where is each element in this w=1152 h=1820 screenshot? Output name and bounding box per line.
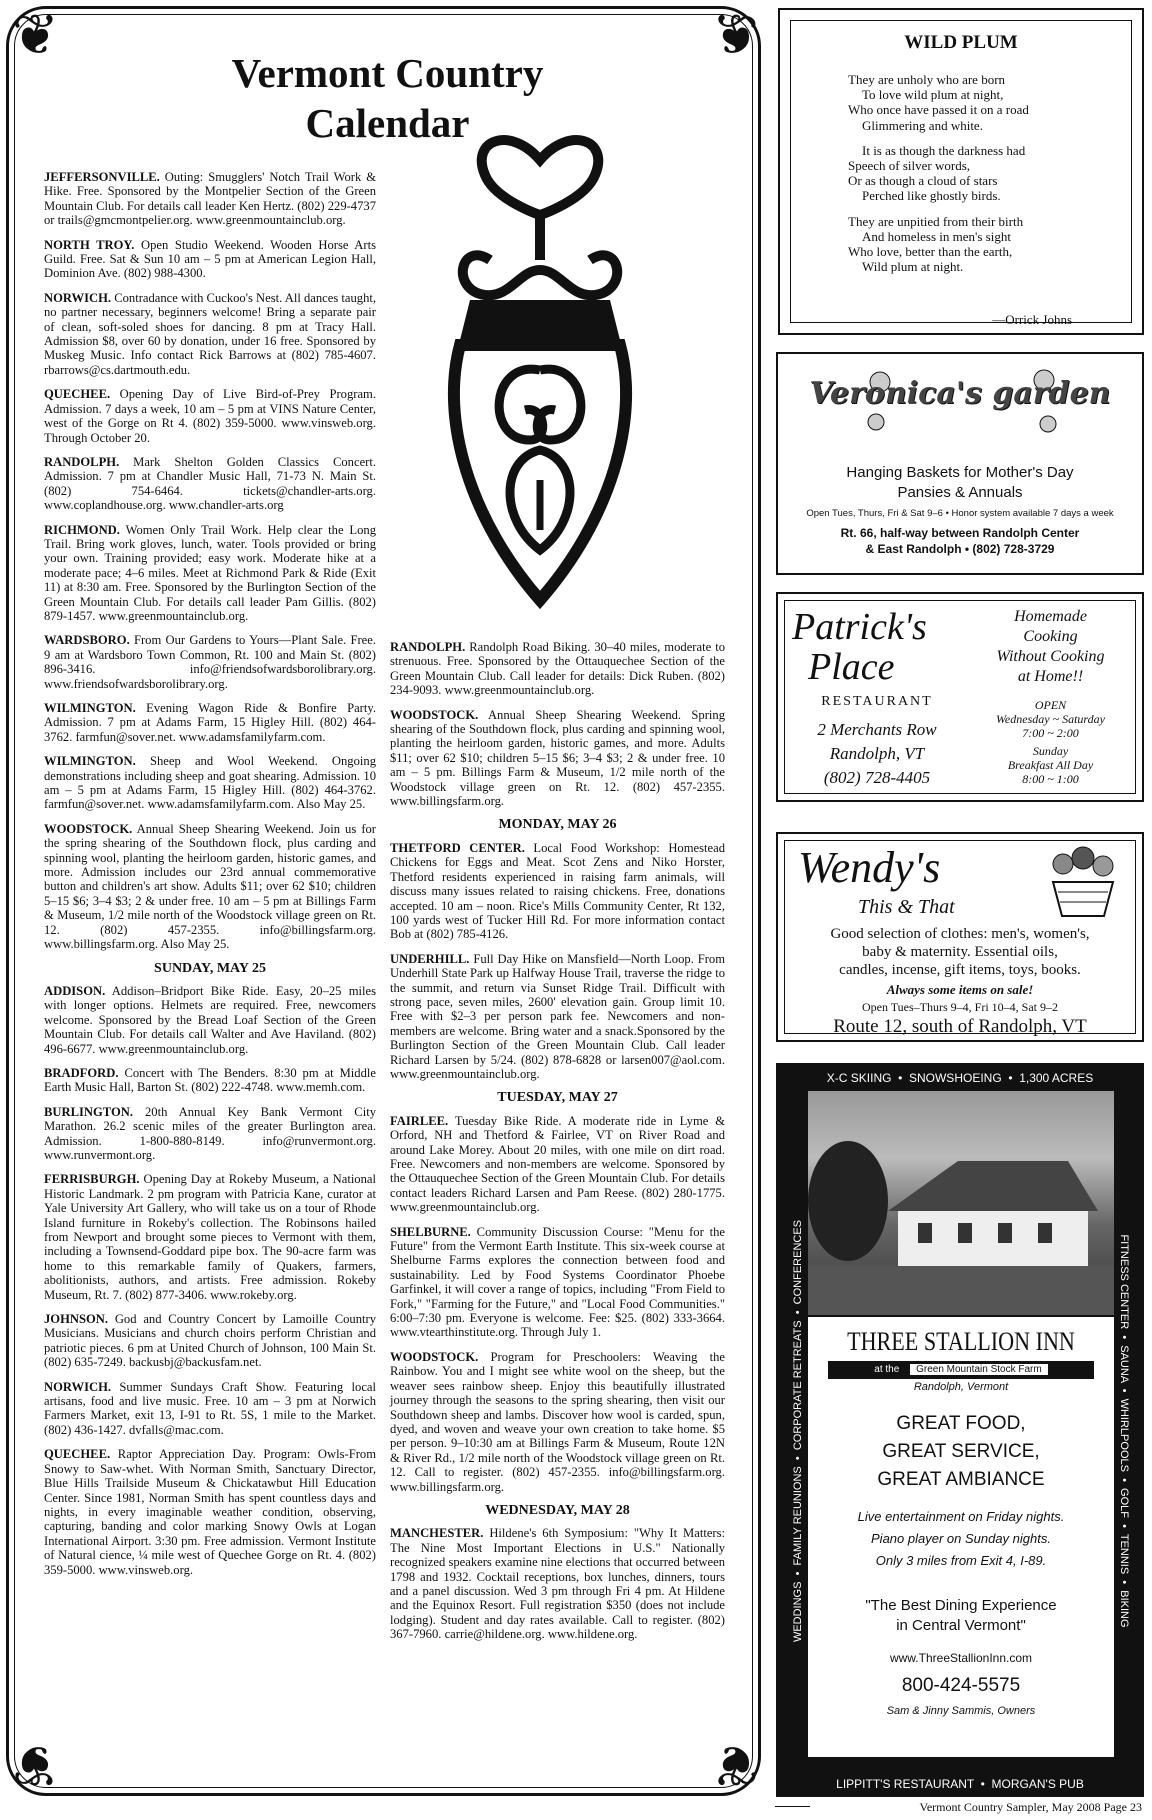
event-entry — [44, 238, 376, 281]
inn-quote: "The Best Dining Experience — [865, 1597, 1057, 1614]
poem-line: They are unpitied from their birth — [848, 213, 1024, 229]
inn-entertainment: Live entertainment on Friday nights. — [857, 1509, 1065, 1524]
event-place: WOODSTOCK. — [390, 1349, 479, 1364]
event-text: Opening Day of Live Bird-of-Prey Program. Admission. 7 days a week, 10 am – 5 pm at VINS Nature Center, west of the Gorge on Rt 4. (802) 359-5000. www.vinsweb.org. Through October 20. — [44, 387, 376, 445]
event-place: SHELBURNE. — [390, 1224, 471, 1239]
event-entry — [390, 1526, 725, 1641]
inn-photo — [808, 1091, 1114, 1315]
event-place: WOODSTOCK. — [44, 821, 133, 836]
event-place: JEFFERSONVILLE. — [44, 170, 160, 184]
event-text: Summer Sundays Craft Show. Featuring local artisans, food and live music. Free. 10 am – 3 pm at Norwich Farmers Market, exit 13, I-91 to Rt. 5S, 1 mile to the Market. (802) 436-1427. dvfalls@mac.com. — [44, 1379, 376, 1437]
inn-owners: Sam & Jinny Sammis, Owners — [886, 1705, 1036, 1717]
tagline: Homemade — [1014, 608, 1087, 625]
footer-rule — [775, 1806, 810, 1807]
flower-basket-icon — [1038, 844, 1128, 924]
poem-line: Who once have passed it on a road — [848, 102, 1029, 118]
event-text: Program for Preschoolers: Weaving the Rainbow. You and I might see white wool on the sheep, but the weaver sees rainbow sheep. Enjoy this beautifully illustrated journey through the seasons to the spring shearing, then visit our Southdown sheep and lambs. Discover how wool is carded, spun, dyed, and woven and weave your own creation to take home. $5 per person. 9–10:30 am at Billings Farm & Museum, Route 12N & River Rd., 1/2 mile north of the Woodstock village green on Rt. 12. Call to register. (802) 457-2355. info@billingsfarm.org. www.billingsfarm.org. — [390, 1349, 725, 1494]
event-entry — [390, 1114, 725, 1215]
event-entry — [390, 1350, 725, 1494]
ad-address: & East Randolph • (802) 728-3729 — [865, 542, 1055, 556]
event-text: Full Day Hike on Mansfield—North Loop. From Underhill State Park up Halfway House Trail, traverse the ridge to the summit, and return via Sunset Ridge Trail. Difficult with strong pace, seven miles, 2600' elevation gain. Group limit 10. Free with $2–3 per person park fee. Newcomers and non-members are welcome. Bring water and a snack.Sponsored by the Burlington Section of the Green Mountain Club. Call leader Richard Larsen by 5/24. (802) 878-6828 or larsen007@aol.com. www.greenmountainclub.org. — [390, 951, 725, 1081]
shop-name: Wendy's — [798, 843, 941, 892]
event-entry — [44, 701, 376, 744]
stanza-break — [848, 204, 1029, 214]
wendys-ad — [776, 832, 1144, 1042]
event-place: ADDISON. — [44, 983, 106, 998]
inn-town: Randolph, Vermont — [913, 1381, 1009, 1393]
inn-farm-bar — [828, 1361, 1094, 1379]
event-entry — [390, 708, 725, 809]
shop-subtitle: This & That — [858, 896, 955, 918]
poem-line: Who love, better than the earth, — [848, 244, 1013, 260]
event-entry — [44, 1172, 376, 1302]
event-place: RANDOLPH. — [390, 640, 466, 654]
event-entry — [44, 387, 376, 445]
event-place: MANCHESTER. — [390, 1526, 484, 1541]
event-place: RANDOLPH. — [44, 454, 120, 469]
corner-ornament-icon: ❦ — [12, 1733, 59, 1795]
day-heading: TUESDAY, MAY 27 — [497, 1090, 618, 1106]
event-text: Sheep and Wool Weekend. Ongoing demonstrations including sheep and goat shearing. Admission. 10 am – 5 pm at Adams Farm, 15 Higley Hill. (802) 464-3762. farmfun@sover.net. www.adamsfamilyfarm.com. Also May 25. — [44, 754, 376, 812]
patricks-place-ad — [776, 592, 1144, 802]
event-place: JOHNSON. — [44, 1312, 109, 1327]
poem-line: It is as though the darkness had — [862, 142, 1026, 158]
event-place: FERRISBURGH. — [44, 1172, 140, 1187]
event-place: QUECHEE. — [44, 1447, 111, 1462]
ad-hours: Open Tues, Thurs, Fri & Sat 9–6 • Honor system available 7 days a week — [806, 508, 1114, 519]
poem-line: To love wild plum at night, — [862, 87, 1004, 103]
event-place: WARDSBORO. — [44, 633, 130, 648]
event-text: Hildene's 6th Symposium: "Why It Matters: The Nine Most Important Elections in U.S." Nationally recognized speakers examine nine elections that occurred between 1798 and 1932. Cocktail receptions, box lunches, dinners, tours and a panel discussion. Wed 3 pm through Fri 4 pm. At Hildene and the Equinox Resort. Full registration $350 (does not include lodging). Student and day rates available. Call to register. (802) 367-7960. carrie@hildene.org. www.hildene.org. — [390, 1526, 725, 1642]
ad-line: Good selection of clothes: men's, women's, — [830, 926, 1090, 942]
event-entry — [44, 291, 376, 377]
event-text: Local Food Workshop: Homestead Chickens for Eggs and Meat. Scot Zens and Niko Horster, Thetford residents experienced in raising farm animals, will discuss many issues related to raising chickens. Free, donations accepted. 10 am – noon. Rice's Mills Community Center, Rt 132, 100 yards west of Tucker Hill Rd. For more information contact Bob at (802) 785-4126. — [390, 840, 725, 942]
veronica-logo: Veronica's garden — [809, 376, 1111, 411]
ad-address: Rt. 66, half-way between Randolph Center — [840, 526, 1080, 540]
event-place: NORWICH. — [44, 290, 112, 305]
restaurant-address: Randolph, VT — [829, 744, 925, 763]
event-text: Addison–Bridport Bike Ride. Easy, 20–25 miles with longer options. Helmets are required. Free, newcomers welcome. Sponsored by the Bread Loaf Section of the Green Mountain Club. For details call Walter and Ave Haviland. (802) 496-6677. www.greenmountainclub.org. — [44, 983, 376, 1056]
restaurant-name: Patrick's — [792, 606, 927, 648]
event-place: WOODSTOCK. — [390, 707, 479, 722]
corner-ornament-icon: ❦ — [12, 5, 59, 67]
inn-website: www.ThreeStallionInn.com — [889, 1651, 1033, 1665]
event-entry — [390, 640, 725, 698]
poem-line: Perched like ghostly birds. — [862, 188, 1001, 204]
event-text: Mark Shelton Golden Classics Concert. Admission. 7 pm at Chandler Music Hall, 71-73 N. Main St. (802) 754-6464. tickets@chandler-arts.org. www.coplandhouse.org. www.chandler-arts.org — [44, 454, 376, 513]
tagline: Cooking — [1023, 628, 1078, 645]
event-place: RICHMOND. — [44, 522, 120, 537]
calendar-column-2 — [390, 640, 725, 1652]
event-text: Annual Sheep Shearing Weekend. Join us for the spring shearing of the Southdown flock, plus carding and spinning wool, planting the heirloom garden, historic games, and more. Admission includes our 23rd annual commemorative button and children's art show. Adults $11; over 62 $10; children 5–15 $6; 3–4 $3; 2 & under free. 10 am – 5 pm at Billings Farm & Museum, 1/2 mile north of the Woodstock village green on Rt. 12. (802) 457-2355. info@billingsfarm.org. www.billingsfarm.org. Also May 25. — [44, 821, 376, 952]
event-place: NORTH TROY. — [44, 237, 135, 252]
inn-top-banner: X-C SKIING • SNOWSHOEING • 1,300 ACRES — [826, 1071, 1094, 1085]
event-text: Randolph Road Biking. 30–40 miles, moderate to strenuous. Free. Sponsored by the Ottauquechee Section of the Green Mountain Club. Call leader for details: Dick Ruben. (802) 234-9093. www.greenmountainclub.org. — [390, 640, 725, 698]
restaurant-name: Place — [808, 646, 895, 688]
poem-title: WILD PLUM — [904, 32, 1018, 53]
inn-entertainment: Only 3 miles from Exit 4, I-89. — [875, 1553, 1047, 1568]
tagline: Without Cooking — [996, 648, 1105, 665]
ad-line: baby & maternity. Essential oils, — [862, 944, 1058, 960]
sunday-label: Sunday — [1032, 744, 1069, 758]
day-heading: WEDNESDAY, MAY 28 — [485, 1502, 630, 1518]
event-text: Women Only Trail Work. Help clear the Long Trail. Bring work gloves, lunch, water. Tools provided or bring your own. Training provided; easy work. Moderate hike at a moderate pace; 4–6 miles. Meet at Richmond Park & Ride (Exit 11) at 8:30 am. Free. Sponsored by the Burlington Section of the Green Mountain Club. For details call leader Pam Gillis. (802) 879-1457. www.greenmountainclub.org. — [44, 522, 376, 623]
inn-tagline: GREAT FOOD, — [896, 1413, 1026, 1434]
ad-sale: Always some items on sale! — [886, 982, 1034, 997]
three-stallion-inn-ad — [776, 1063, 1144, 1797]
event-text: Open Studio Weekend. Wooden Horse Arts Guild. Free. Sat & Sun 10 am – 5 pm at American Legion Hall, Dominion Ave. (802) 988-4300. — [44, 237, 376, 281]
poem-line: Or as though a cloud of stars — [848, 173, 998, 189]
ad-route: Route 12, south of Randolph, VT — [833, 1016, 1087, 1037]
event-place: WILMINGTON. — [44, 701, 136, 715]
event-place: THETFORD CENTER. — [390, 840, 525, 855]
event-place: BURLINGTON. — [44, 1104, 133, 1119]
poem-box — [778, 8, 1144, 335]
event-text: God and Country Concert by Lamoille Country Musicians. Musicians and church choirs perform Christian and patriotic pieces. 6 pm at United Church of Johnson, 100 Main St. (802) 635-7249. backusbj@backusfam.net. — [44, 1312, 376, 1370]
inn-farm: Green Mountain Stock Farm — [910, 1364, 1048, 1375]
ad-line: Pansies & Annuals — [897, 484, 1023, 501]
event-entry — [44, 523, 376, 624]
open-label: OPEN — [1034, 698, 1067, 712]
event-place: BRADFORD. — [44, 1065, 119, 1080]
corner-ornament-icon: ❦ — [712, 5, 759, 67]
inn-quote: in Central Vermont" — [896, 1617, 1026, 1634]
event-entry — [44, 822, 376, 952]
poem-lines — [848, 72, 1029, 274]
poem-line: Speech of silver words, — [848, 158, 971, 174]
poem-line: They are unholy who are born — [848, 72, 1006, 87]
event-entry — [44, 1066, 376, 1095]
event-place: FAIRLEE. — [390, 1113, 449, 1128]
event-text: Annual Sheep Shearing Weekend. Spring shearing of the Southdown flock, plus carding and spinning wool, planting the heirloom garden, historic games, and more. Adults $11; over 62 $10; children 5–15 $6; 3–4 $3; 2 & under free. 10 am – 5 pm. Billings Farm & Museum, 1/2 mile north of the Woodstock village green on Rt. 12. (802) 457-2355. www.billingsfarm.org. — [390, 707, 725, 809]
ad-line: candles, incense, gift items, toys, books. — [839, 962, 1081, 978]
event-text: Evening Wagon Ride & Bonfire Party. Admission. 7 pm at Adams Farm, 15 Higley Hill. (802) 464-3762. farmfun@sover.net. www.adamsfamilyfarm.com. — [44, 701, 376, 744]
poem-line: And homeless in men's sight — [862, 228, 1011, 244]
day-heading: SUNDAY, MAY 25 — [154, 960, 266, 976]
inn-info-panel — [808, 1317, 1114, 1757]
event-entry — [390, 841, 725, 942]
poem-line: Wild plum at night. — [862, 259, 964, 275]
event-text: Raptor Appreciation Day. Program: Owls-From Snowy to Saw-whet. With Norman Smith, Sanctuary Director, Blue Hills Trailside Museum & Chickatawbut Hill Education Center. Since 1981, Norman Smith has spent countless days and nights, in every imaginable weather condition, observing, capturing, banding and color marking Snowy Owls at Logan International Airport. 3:30 pm. Free admission. Vermont Institute of Natural cience, ¼ mile west of Quechee Gorge on Rt. 4. (802) 359-5000. www.vinsweb.org. — [44, 1447, 376, 1577]
event-place: UNDERHILL. — [390, 951, 470, 966]
page-footer: Vermont Country Sampler, May 2008 Page 23 — [919, 1800, 1142, 1814]
restaurant-phone: (802) 728-4405 — [823, 768, 931, 787]
event-text: From Our Gardens to Yours—Plant Sale. Free. 9 am at Wardsboro Town Common, Rt. 100 and Main St. (802) 896-3416. info@friendsofwardsborolibrary.org. www.friendsofwardsborolibrary.org. — [44, 633, 376, 691]
poem-line: Glimmering and white. — [862, 117, 983, 133]
page-title: Vermont Country Calendar — [231, 50, 544, 146]
breakfast-label: Breakfast All Day — [1007, 758, 1094, 772]
ad-line: Hanging Baskets for Mother's Day — [846, 464, 1074, 481]
event-place: WILMINGTON. — [44, 754, 136, 769]
tagline: at Home!! — [1017, 668, 1084, 685]
inn-tagline: GREAT AMBIANCE — [877, 1469, 1045, 1490]
event-entry — [44, 170, 376, 228]
inn-building-icon — [808, 1091, 1114, 1315]
stanza-break — [848, 133, 1029, 143]
inn-right-banner: FITNESS CENTER • SAUNA • WHIRLPOOLS • GOLF • TENNIS • BIKING — [1118, 1234, 1130, 1628]
ad-hours: Open Tues–Thurs 9–4, Fri 10–4, Sat 9–2 — [861, 1000, 1058, 1014]
day-heading: MONDAY, MAY 26 — [498, 817, 617, 833]
event-entry — [44, 1312, 376, 1370]
inn-entertainment: Piano player on Sunday nights. — [871, 1531, 1051, 1546]
event-entry — [390, 1225, 725, 1340]
open-hours: 7:00 ~ 2:00 — [1022, 726, 1079, 740]
event-place: QUECHEE. — [44, 387, 111, 402]
event-text: Concert with The Benders. 8:30 pm at Middle Earth Music Hall, Barton St. (802) 222-4748. www.memh.com. — [44, 1065, 376, 1095]
calendar-column-1 — [44, 170, 376, 1587]
event-text: 20th Annual Key Bank Vermont City Marathon. 26.2 scenic miles of the greater Burlington area. Admission. 1-800-880-8149. info@runvermont.org. www.runvermont.org. — [44, 1104, 376, 1162]
restaurant-address: 2 Merchants Row — [817, 720, 937, 739]
event-text: Opening Day at Rokeby Museum, a National Historic Landmark. 2 pm program with Patricia Kane, curator at Yale University Art Gallery, who will take us on a tour of Rhode Island furniture in Rokeby's collection. The Robinsons hailed from Newport and brought some pieces to Vermont with them, including a Townsend-Goddard pipe box. The 90-acre farm was home to this remarkable family of Quakers, farmers, abolitionists, authors, and artists. Free admission. Rokeby Museum, Rt. 7. (802) 877-3406. www.rokeby.org. — [44, 1172, 376, 1302]
event-entry — [390, 952, 725, 1082]
restaurant-label: RESTAURANT — [821, 694, 933, 709]
event-entry — [44, 1380, 376, 1438]
event-entry — [44, 633, 376, 691]
event-entry — [44, 1447, 376, 1577]
event-entry — [44, 984, 376, 1056]
veronicas-garden-ad — [776, 352, 1144, 575]
event-entry — [44, 754, 376, 812]
event-place: NORWICH. — [44, 1379, 112, 1394]
inn-name: THREE STALLION INN — [847, 1327, 1075, 1356]
event-text: Community Discussion Course: "Menu for the Future" from the Vermont Earth Institute. This six-week course at Shelburne Farms explores the connection between food and sustainability. Led by Food Systems Coordinator Phoebe Garfinkel, it will cover a range of topics, including "From Field to Fork," "Farming for the Future," and "Local Food Communities." 6:00–7:30 pm. Everyone is welcome. Fee: $25. (802) 333-3664. www.vtearthinstitute.org. Through July 1. — [390, 1224, 725, 1340]
trivet-illustration — [430, 120, 650, 620]
inn-phone: 800-424-5575 — [901, 1675, 1021, 1696]
event-text: Tuesday Bike Ride. A moderate ride in Lyme & Orford, NH and Thetford & Fairlee, VT on River Road and around Lake Morey. About 20 miles, with one mile on dirt road. Free. Newcomers and non-members are welcome. Sponsored by the Ottauquechee Section of the Green Mountain Club. For details contact leaders Richard Larsen and Pam Reese. (802) 280-1775. www.greenmountainclub.org. — [390, 1113, 725, 1215]
inn-at: at the — [874, 1364, 900, 1375]
event-text: Outing: Smugglers' Notch Trail Work & Hike. Free. Sponsored by the Montpelier Section of the Green Mountain Club. For details call leader Ken Hertz. (802) 229-4737 or trails@gmcmontpelier.org. www.greenmountainclub.org. — [44, 170, 376, 228]
poem-author: —Orrick Johns — [992, 312, 1072, 327]
open-days: Wednesday ~ Saturday — [996, 712, 1105, 726]
corner-ornament-icon: ❦ — [712, 1733, 759, 1795]
event-entry — [44, 455, 376, 513]
breakfast-hours: 8:00 ~ 1:00 — [1022, 772, 1079, 786]
inn-bottom-banner: LIPPITT'S RESTAURANT • MORGAN'S PUB — [836, 1777, 1084, 1791]
event-text: Contradance with Cuckoo's Nest. All dances taught, no partner necessary, beginners welcome! Bring a separate pair of clean, soft-soled shoes for dancing. 8 pm at Tracy Hall. Admission $8, over 60 by donation, under 16 free. Sponsored by Muskeg Music. Info contact Rick Barrows at (802) 785-4607. rbarrows@cs.dartmouth.edu. — [44, 290, 377, 377]
inn-tagline: GREAT SERVICE, — [882, 1441, 1040, 1462]
inn-left-banner: WEDDINGS • FAMILY REUNIONS • CORPORATE RETREATS • CONFERENCES — [792, 1219, 804, 1643]
event-entry — [44, 1105, 376, 1163]
